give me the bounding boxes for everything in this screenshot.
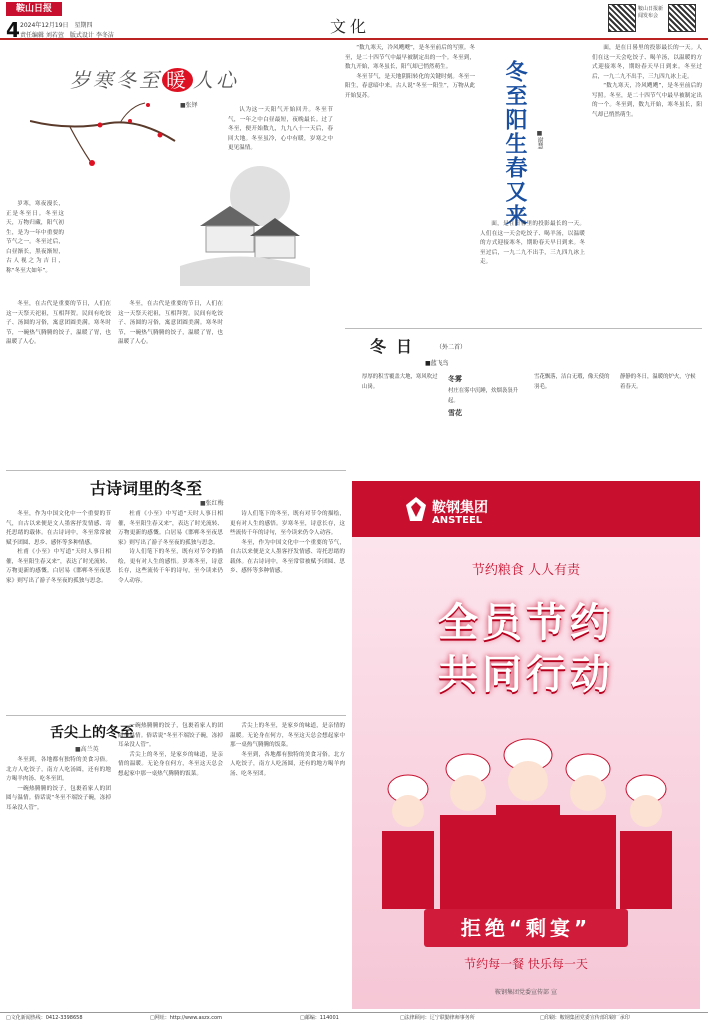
ad-brand-cn: 鞍钢集团 — [432, 500, 488, 516]
article-title: 舌尖上的冬至 — [50, 725, 134, 741]
poem-stanza: 厚厚的积雪覆盖大地，寒风吹过山岗。 — [362, 374, 438, 390]
article-column: 冬至到，各地都有独特的美食习俗。北方人吃饺子，南方人吃汤圆，还有的地方喝羊肉汤、吃冬至团。 一碗热腾腾的饺子，包裹着家人的团圆与温情。俗话说“冬至不端饺子碗，冻掉耳朵没人管”。 — [6, 757, 111, 811]
qr-label: 鞍山日报新闻发布会 — [638, 6, 664, 19]
ansteel-public-service-ad — [352, 481, 700, 1009]
article-column: 认为这一天阳气开始回升。冬至节气，一年之中白昼最短，夜晚最长。过了冬至，便开始数九，九九八十一天后，春回大地。冬至虽冷，心中有暖，岁寒之中更见温情。 — [228, 107, 333, 151]
article-title: 古诗词里的冬至 — [90, 479, 203, 498]
article-column: 舌尖上的冬至，是家乡的味道，是亲情的温暖。无论身在何方，冬至这天总会想起家中那一桌热气腾腾的饭菜。 冬至到，各地都有独特的美食习俗。北方人吃饺子，南方人吃汤圆，还有的地方喝羊肉汤、吃冬至团。 — [230, 723, 345, 777]
ad-brand-en: ANSTEEL — [432, 515, 483, 526]
article-column: 冬至，在古代是重要的节日，人们在这一天祭天祀祖，互相拜贺。民间有吃饺子、汤圆的习俗，寓意团圆美满。寒冬时节，一碗热气腾腾的饺子，温暖了胃，也温暖了人心。 — [118, 301, 223, 345]
ad-slogan-bottom: 节约每一餐 快乐每一天 — [464, 957, 588, 971]
divider — [345, 328, 702, 329]
article-column: 杜甫《小至》中写道“天时人事日相催，冬至阳生春又来”，表达了时光流转、万物更新的感慨。白居易《邯郸冬至夜思家》则写出了游子冬至夜的孤独与思念。 诗人们笔下的冬至，既有对节令的描绘，更有对人生的感悟。岁寒冬至，诗意长存，这些流传千年的诗句，至今读来仍令人动容。 — [118, 511, 223, 584]
article-author: ■高兰英 — [75, 746, 99, 753]
qr-code-icon — [668, 4, 696, 32]
poem-stanza: 静静的冬日，温暖的炉火，守候着春天。 — [620, 374, 696, 390]
poem-author: ■蓝飞鸟 — [425, 360, 449, 367]
poem-subtitle: （外二首） — [436, 344, 467, 351]
footer-website: □网址：http://www.aszx.com — [150, 1015, 222, 1021]
ad-slogan-top: 节约粮食 人人有责 — [471, 563, 581, 578]
poem-stanza: 冬雾 村庄在雾中沉睡，炊烟袅袅升起。 雪花 — [448, 374, 519, 417]
article-author: ■张铎 — [180, 102, 198, 109]
article-column: 诗人们笔下的冬至，既有对节令的描绘，更有对人生的感悟。岁寒冬至，诗意长存，这些流传千年的诗句，至今读来仍令人动容。 冬至，作为中国文化中一个重要的节气，自古以来便是文人墨客抒发情感、寄托思绪的载体。在古诗词中，冬至常常被赋予团圆、思乡、感怀等多种情感。 — [230, 511, 345, 574]
ad-headline: 全员节约 — [438, 600, 614, 646]
plum-branch-illustration — [30, 101, 180, 191]
article-author: ■张红梅 — [200, 500, 224, 507]
footer-legal: □法律顾问：辽宁联勤律师事务所 — [400, 1015, 475, 1021]
article-column: 岁寒，寒夜漫长，正是冬至日。冬至这天，万物归藏，阳气初生，是为一年中重要的节气之一。冬至过后，白昼渐长，黑夜渐短，古人视之为吉日，称“冬至大如年”。 — [6, 201, 64, 274]
divider — [6, 470, 346, 471]
divider — [6, 715, 346, 716]
article-author: ■谢慧 — [536, 130, 543, 149]
footer-printer: □印刷：鞍钢集团党委宣传部印刷厂承印 — [540, 1015, 630, 1021]
article-column: 冬至，作为中国文化中一个重要的节气，自古以来便是文人墨客抒发情感、寄托思绪的载体。在古诗词中，冬至常常被赋予团圆、思乡、感怀等多种情感。 杜甫《小至》中写道“天时人事日相催，冬至阳生春又来”，表达了时光流转、万物更新的感慨。白居易《邯郸冬至夜思家》则写出了游子冬至夜的孤独与思念。 — [6, 511, 111, 584]
section-title: 文化 — [330, 17, 371, 36]
article-column: 冬至，在古代是重要的节日，人们在这一天祭天祀祖，互相拜贺。民间有吃饺子、汤圆的习俗，寓意团圆美满。寒冬时节，一碗热气腾腾的饺子，温暖了胃，也温暖了人心。 — [6, 301, 111, 345]
issue-date: 2024年12月19日 星期四 — [20, 22, 93, 29]
editor-credits: 责任编辑 刘若萱 版式设计 李冬洁 — [20, 32, 114, 39]
qr-code-icon — [608, 4, 636, 32]
poem-title: 冬日 — [370, 337, 423, 356]
footer-postcode: □邮编：114001 — [300, 1015, 339, 1021]
article-title-vertical: 冬至阳生春又来 — [502, 60, 528, 228]
page-number: 4 — [6, 18, 20, 42]
masthead-logo: 鞍山日报 — [6, 2, 62, 16]
ad-banner: 拒绝“剩宴” — [424, 909, 628, 947]
article-column: 面，是在日晷里的投影最长的一天。人们在这一天会吃饺子、喝羊汤，以温暖的方式迎接寒冬，期盼春天早日到来。冬至过后，一九二九不出手，三九四九冰上走。 “数九寒天，冷风飕飕”，是冬至前后的写照。冬至，是二十四节气中最早被制定出的一个。冬至到，数九开始，寒冬虽长，阳气却已悄然萌生。 — [592, 45, 702, 118]
workers-illustration — [368, 719, 684, 909]
ad-headline: 共同行动 — [438, 652, 614, 698]
poem-stanza: 雪花飘落，洁白无瑕，像天使的羽毛。 — [534, 374, 610, 390]
page-footer — [0, 1012, 708, 1024]
page-header — [0, 0, 708, 40]
ansteel-logo-icon — [404, 495, 428, 523]
article-title: 岁寒冬至 暖 人心 — [70, 68, 239, 92]
footer-hotline: □文化新闻热线：0412-3398658 — [6, 1015, 83, 1021]
ad-credit: 鞍钢集团党委宣传部 宣 — [495, 989, 557, 996]
article-column: “数九寒天，冷风飕飕”，是冬至前后的写照。冬至，是二十四节气中最早被制定出的一个。冬至到，数九开始，寒冬虽长，阳气却已悄然萌生。 冬至节气，是天地阴阳转化的关键时刻。冬至一阳生，春意暗中来。古人说“冬至一阳生”，万物从此开始复苏。 — [345, 45, 475, 99]
article-column: 面，是在日晷里的投影最长的一天。人们在这一天会吃饺子、喝羊汤，以温暖的方式迎接寒冬，期盼春天早日到来。冬至过后，一九二九不出手，三九四九冰上走。 — [480, 221, 585, 265]
article-column: 一碗热腾腾的饺子，包裹着家人的团圆与温情。俗话说“冬至不端饺子碗，冻掉耳朵没人管”。 舌尖上的冬至，是家乡的味道，是亲情的温暖。无论身在何方，冬至这天总会想起家中那一桌热气腾腾的饭菜。 — [118, 723, 223, 777]
